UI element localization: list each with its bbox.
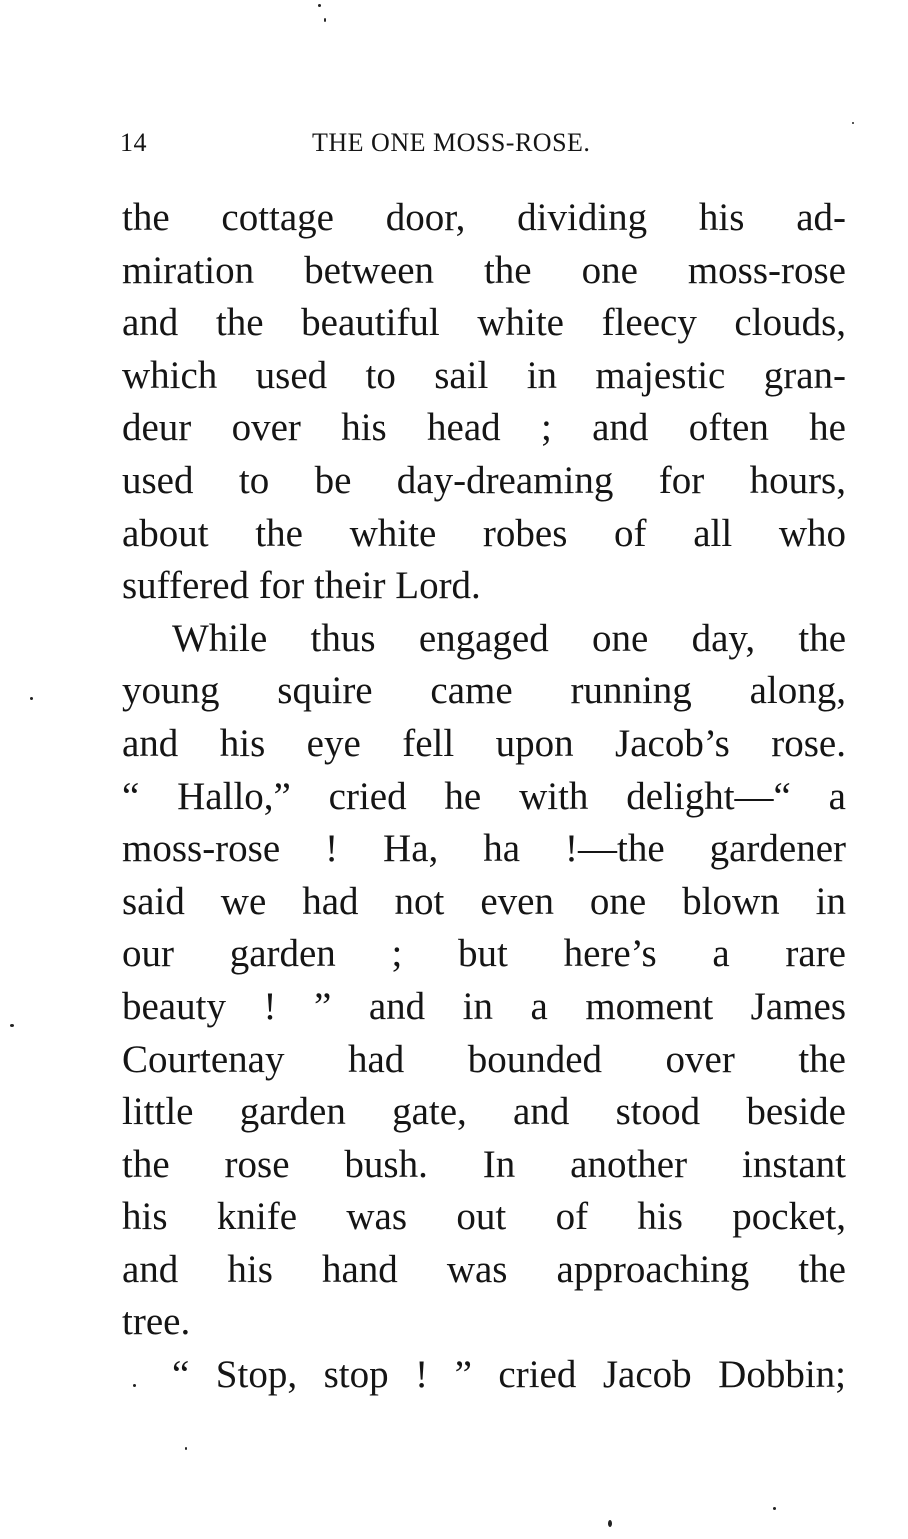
scan-speck [318,4,321,7]
text-line: tree. [122,1300,191,1344]
scan-speck [185,1447,187,1450]
text-line: “ Hallo,” cried he with delight—“ a [122,774,846,818]
text-line: While thus engaged one day, the [172,616,846,660]
scan-speck [10,1024,14,1027]
page-header [120,128,848,162]
text-line: miration between the one moss-rose [122,248,846,292]
text-line: moss-rose ! Ha, ha !—the gardener [122,827,846,871]
text-line: our garden ; but here’s a rare [122,932,846,976]
page-number: 14 [120,128,147,157]
scan-speck [30,697,33,700]
text-line: said we had not even one blown in [122,879,846,923]
text-line: and his eye fell upon Jacob’s rose. [122,721,846,765]
scan-speck [608,1520,612,1527]
text-line: Courtenay had bounded over the [122,1037,846,1081]
scan-speck [773,1507,776,1510]
text-line: used to be day-dreaming for hours, [122,458,846,502]
text-line: about the white robes of all who [122,511,846,555]
text-line: the rose bush. In another instant [122,1142,846,1186]
text-line: little garden gate, and stood beside [122,1090,846,1134]
text-line: which used to sail in majestic gran- [122,353,846,397]
text-line: suffered for their Lord. [122,564,481,608]
scan-speck [852,122,854,124]
text-line: “ Stop, stop ! ” cried Jacob Dobbin; [172,1353,846,1397]
text-line: his knife was out of his pocket, [122,1195,846,1239]
scan-speck [324,18,326,22]
body-text [122,192,846,1402]
text-line: beauty ! ” and in a moment James [122,984,846,1028]
text-line: young squire came running along, [122,669,846,713]
text-line: the cottage door, dividing his ad- [122,196,846,239]
running-head: THE ONE MOSS-ROSE. [312,128,591,157]
text-line: and his hand was approaching the [122,1247,846,1291]
scan-speck [133,1384,136,1387]
text-line: deur over his head ; and often he [122,406,846,450]
text-line: and the beautiful white fleecy clouds, [122,301,846,345]
